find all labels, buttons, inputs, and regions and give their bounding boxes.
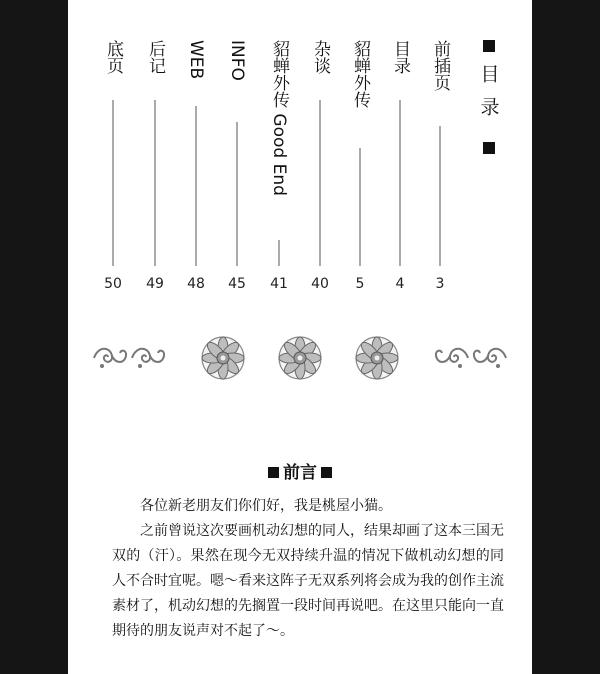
toc-entry-label: 前插页 [430,40,450,91]
toc-entry [140,40,170,300]
toc-entry [385,40,415,300]
toc-entry [425,40,455,300]
toc-entry-page: 40 [311,276,329,292]
book-page [68,0,532,674]
page-edge-right [532,0,600,674]
toc-entry-page: 50 [104,276,122,292]
square-bullet-icon [483,142,495,154]
page-edge-left [0,0,68,674]
square-bullet-icon [483,40,495,52]
scroll-ornament-left [94,349,164,368]
toc-entry [264,40,294,300]
flower-ornament [356,337,398,379]
toc-entry-label: 后记 [145,40,165,74]
toc-entry-label: 目录 [390,40,410,74]
leader-line [279,240,280,266]
leader-line [155,100,156,266]
toc-entry-page: 48 [187,276,205,292]
toc-entry-label: 貂蝉外传 [350,40,370,108]
toc-entry-label: INFO [227,40,247,81]
leader-line [196,106,197,266]
scroll-ornament-right [436,349,506,368]
toc-entry-label: WEB [186,40,206,80]
toc-entry-label: 貂蝉外传 Good End [269,40,289,196]
toc-entry [345,40,375,300]
square-bullet-icon [321,467,332,478]
toc-entry [222,40,252,300]
leader-line [440,126,441,266]
toc-entry-page: 45 [228,276,246,292]
toc-entry [181,40,211,300]
leader-line [237,122,238,266]
leader-line [113,100,114,266]
toc-entry-page: 4 [395,276,405,292]
preface-paragraph: 各位新老朋友们你们好，我是桃屋小猫。 [140,498,392,514]
preface-title [68,458,532,483]
toc-entry [98,40,128,300]
toc-heading-text: 目录 [477,64,500,130]
toc-entry-page: 49 [146,276,164,292]
square-bullet-icon [268,467,279,478]
toc-entry [305,40,335,300]
toc-entry-page: 41 [270,276,288,292]
toc-entry-page: 5 [355,276,365,292]
flower-ornament [279,337,321,379]
toc-entry-page: 3 [435,276,445,292]
flower-ornament [202,337,244,379]
leader-line [320,100,321,266]
toc-heading [476,40,502,154]
ornament-row [68,332,532,384]
toc-entry-label: 底页 [103,40,123,74]
preface-paragraph: 之前曾说这次要画机动幻想的同人，结果却画了这本三国无双的（汗）。果然在现今无双持续升温的情况下做机动幻想的同人不合时宜呢。嗯～看来这阵子无双系列将会成为我的创作主流素材了，机动幻想的先搁置一段时间再说吧。在这里只能向一直期待的朋友说声对不起了～。 [112,523,504,639]
preface-title-text: 前言 [283,463,317,483]
preface-body [112,494,504,644]
leader-line [400,100,401,266]
toc-entry-label: 杂谈 [310,40,330,74]
leader-line [360,148,361,266]
